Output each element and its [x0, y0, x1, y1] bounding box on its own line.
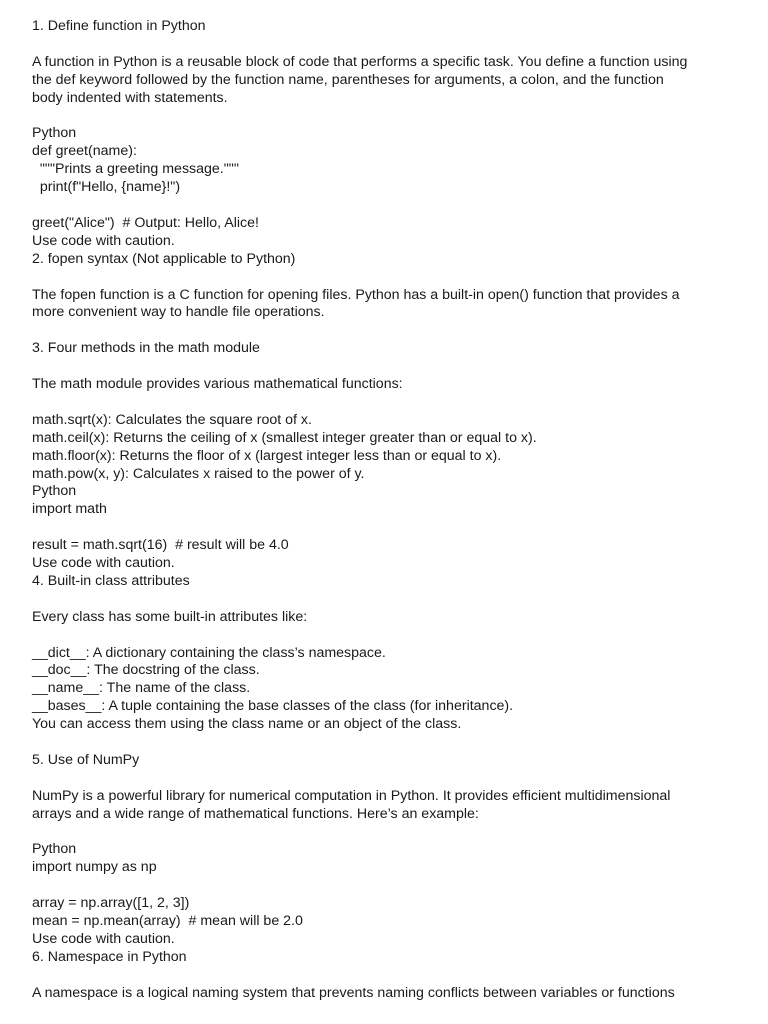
code-line: mean = np.mean(array) # mean will be 2.0 — [32, 913, 303, 930]
heading-namespace: 6. Namespace in Python — [32, 948, 187, 965]
paragraph-line: You can access them using the class name or an object of the class. — [32, 716, 462, 733]
heading-class-attributes: 4. Built-in class attributes — [32, 572, 190, 589]
list-item: __name__: The name of the class. — [32, 680, 251, 697]
code-line: """Prints a greeting message.""" — [32, 161, 239, 178]
blank-line — [32, 734, 736, 752]
list-item: math.ceil(x): Returns the ceiling of x (smallest integer greater than or equal to x). — [32, 429, 537, 446]
code-line: import numpy as np — [32, 859, 157, 876]
list-item: math.sqrt(x): Calculates the square root of x. — [32, 411, 312, 428]
blank-line — [32, 967, 736, 985]
caution-note: Use code with caution. — [32, 555, 175, 572]
blank-line — [32, 591, 736, 609]
list-item: __bases__: A tuple containing the base classes of the class (for inheritance). — [32, 698, 514, 715]
paragraph-line: A function in Python is a reusable block of code that performs a specific task. You define a function using — [32, 53, 688, 70]
code-line: import math — [32, 501, 107, 518]
blank-line — [32, 394, 736, 412]
blank-line — [32, 197, 736, 215]
blank-line — [32, 36, 736, 54]
blank-line — [32, 824, 736, 842]
heading-fopen-syntax: 2. fopen syntax (Not applicable to Python) — [32, 250, 296, 267]
paragraph-line: Every class has some built-in attributes like: — [32, 608, 308, 625]
heading-define-function: 1. Define function in Python — [32, 18, 206, 34]
code-language-label: Python — [32, 841, 77, 858]
code-line: array = np.array([1, 2, 3]) — [32, 895, 190, 912]
caution-note: Use code with caution. — [32, 232, 175, 249]
paragraph-line: arrays and a wide range of mathematical functions. Here’s an example: — [32, 805, 479, 822]
paragraph-line: The math module provides various mathematical functions: — [32, 376, 403, 393]
code-line: print(f"Hello, {name}!") — [32, 179, 181, 196]
blank-line — [32, 269, 736, 287]
list-item: __doc__: The docstring of the class. — [32, 662, 260, 679]
caution-note: Use code with caution. — [32, 931, 175, 947]
blank-line — [32, 627, 736, 645]
code-line: def greet(name): — [32, 143, 137, 160]
heading-math-methods: 3. Four methods in the math module — [32, 340, 260, 357]
paragraph-line: A namespace is a logical naming system that prevents naming conflicts between variables or functions — [32, 984, 675, 1001]
blank-line — [32, 108, 736, 126]
paragraph-line: NumPy is a powerful library for numerical computation in Python. It provides efficient multidimensional — [32, 787, 671, 804]
paragraph-line: body indented with statements. — [32, 89, 228, 106]
list-item: math.floor(x): Returns the floor of x (largest integer less than or equal to x). — [32, 447, 502, 464]
blank-line — [32, 322, 736, 340]
code-language-label: Python — [32, 125, 77, 142]
code-line: greet("Alice") # Output: Hello, Alice! — [32, 214, 259, 231]
code-line: result = math.sqrt(16) # result will be 4.0 — [32, 537, 289, 554]
blank-line — [32, 770, 736, 788]
blank-line — [32, 358, 736, 376]
blank-line — [32, 877, 736, 895]
paragraph-line: more convenient way to handle file operations. — [32, 304, 325, 321]
heading-numpy: 5. Use of NumPy — [32, 751, 140, 768]
paragraph-line: The fopen function is a C function for opening files. Python has a built-in open() function that provides a — [32, 286, 680, 303]
blank-line — [32, 519, 736, 537]
paragraph-line: the def keyword followed by the function name, parentheses for arguments, a colon, and the function — [32, 71, 664, 88]
list-item: __dict__: A dictionary containing the class’s namespace. — [32, 644, 386, 661]
list-item: math.pow(x, y): Calculates x raised to the power of y. — [32, 465, 365, 482]
code-language-label: Python — [32, 483, 77, 500]
